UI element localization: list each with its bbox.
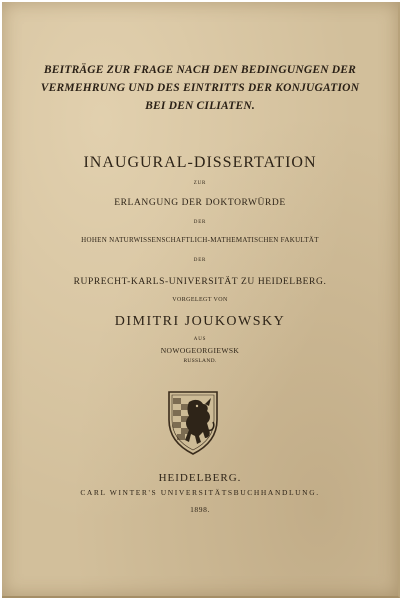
publisher: CARL WINTER'S UNIVERSITÄTSBUCHHANDLUNG.: [80, 488, 320, 497]
fakultaet-line: HOHEN NATURWISSENSCHAFTLICH-MATHEMATISCHEN FAKULTÄT: [81, 236, 319, 244]
author-name: DIMITRI JOUKOWSKY: [114, 314, 286, 329]
universitaet-line: RUPRECHT-KARLS-UNIVERSITÄT ZU HEIDELBERG.: [73, 277, 327, 287]
vorgelegt-label: VORGELEGT VON: [172, 297, 228, 303]
dissertation-heading: INAUGURAL-DISSERTATION: [83, 154, 317, 171]
der-label-1: DER: [193, 220, 207, 225]
erlangung-line: ERLANGUNG DER DOKTORWÜRDE: [114, 198, 286, 208]
year: 1898.: [190, 505, 210, 514]
zur-label: ZUR: [193, 181, 207, 186]
title-line-1: BEITRÄGE ZUR FRAGE NACH DEN BEDINGUNGEN DER: [43, 64, 357, 76]
country: RUSSLAND.: [183, 358, 217, 364]
hometown: NOWOGEORGIEWSK: [160, 346, 240, 355]
title-line-2: VERMEHRUNG UND DES EINTRITTS DER KONJUGATION: [40, 82, 360, 94]
title-line-3: BEI DEN CILIATEN.: [145, 100, 255, 112]
der-label-2: DER: [193, 258, 207, 263]
city: HEIDELBERG.: [158, 472, 242, 484]
aus-label: AUS: [193, 337, 207, 342]
heidelberg-lion-crest-icon: [167, 390, 219, 456]
book-cover: [2, 2, 400, 598]
